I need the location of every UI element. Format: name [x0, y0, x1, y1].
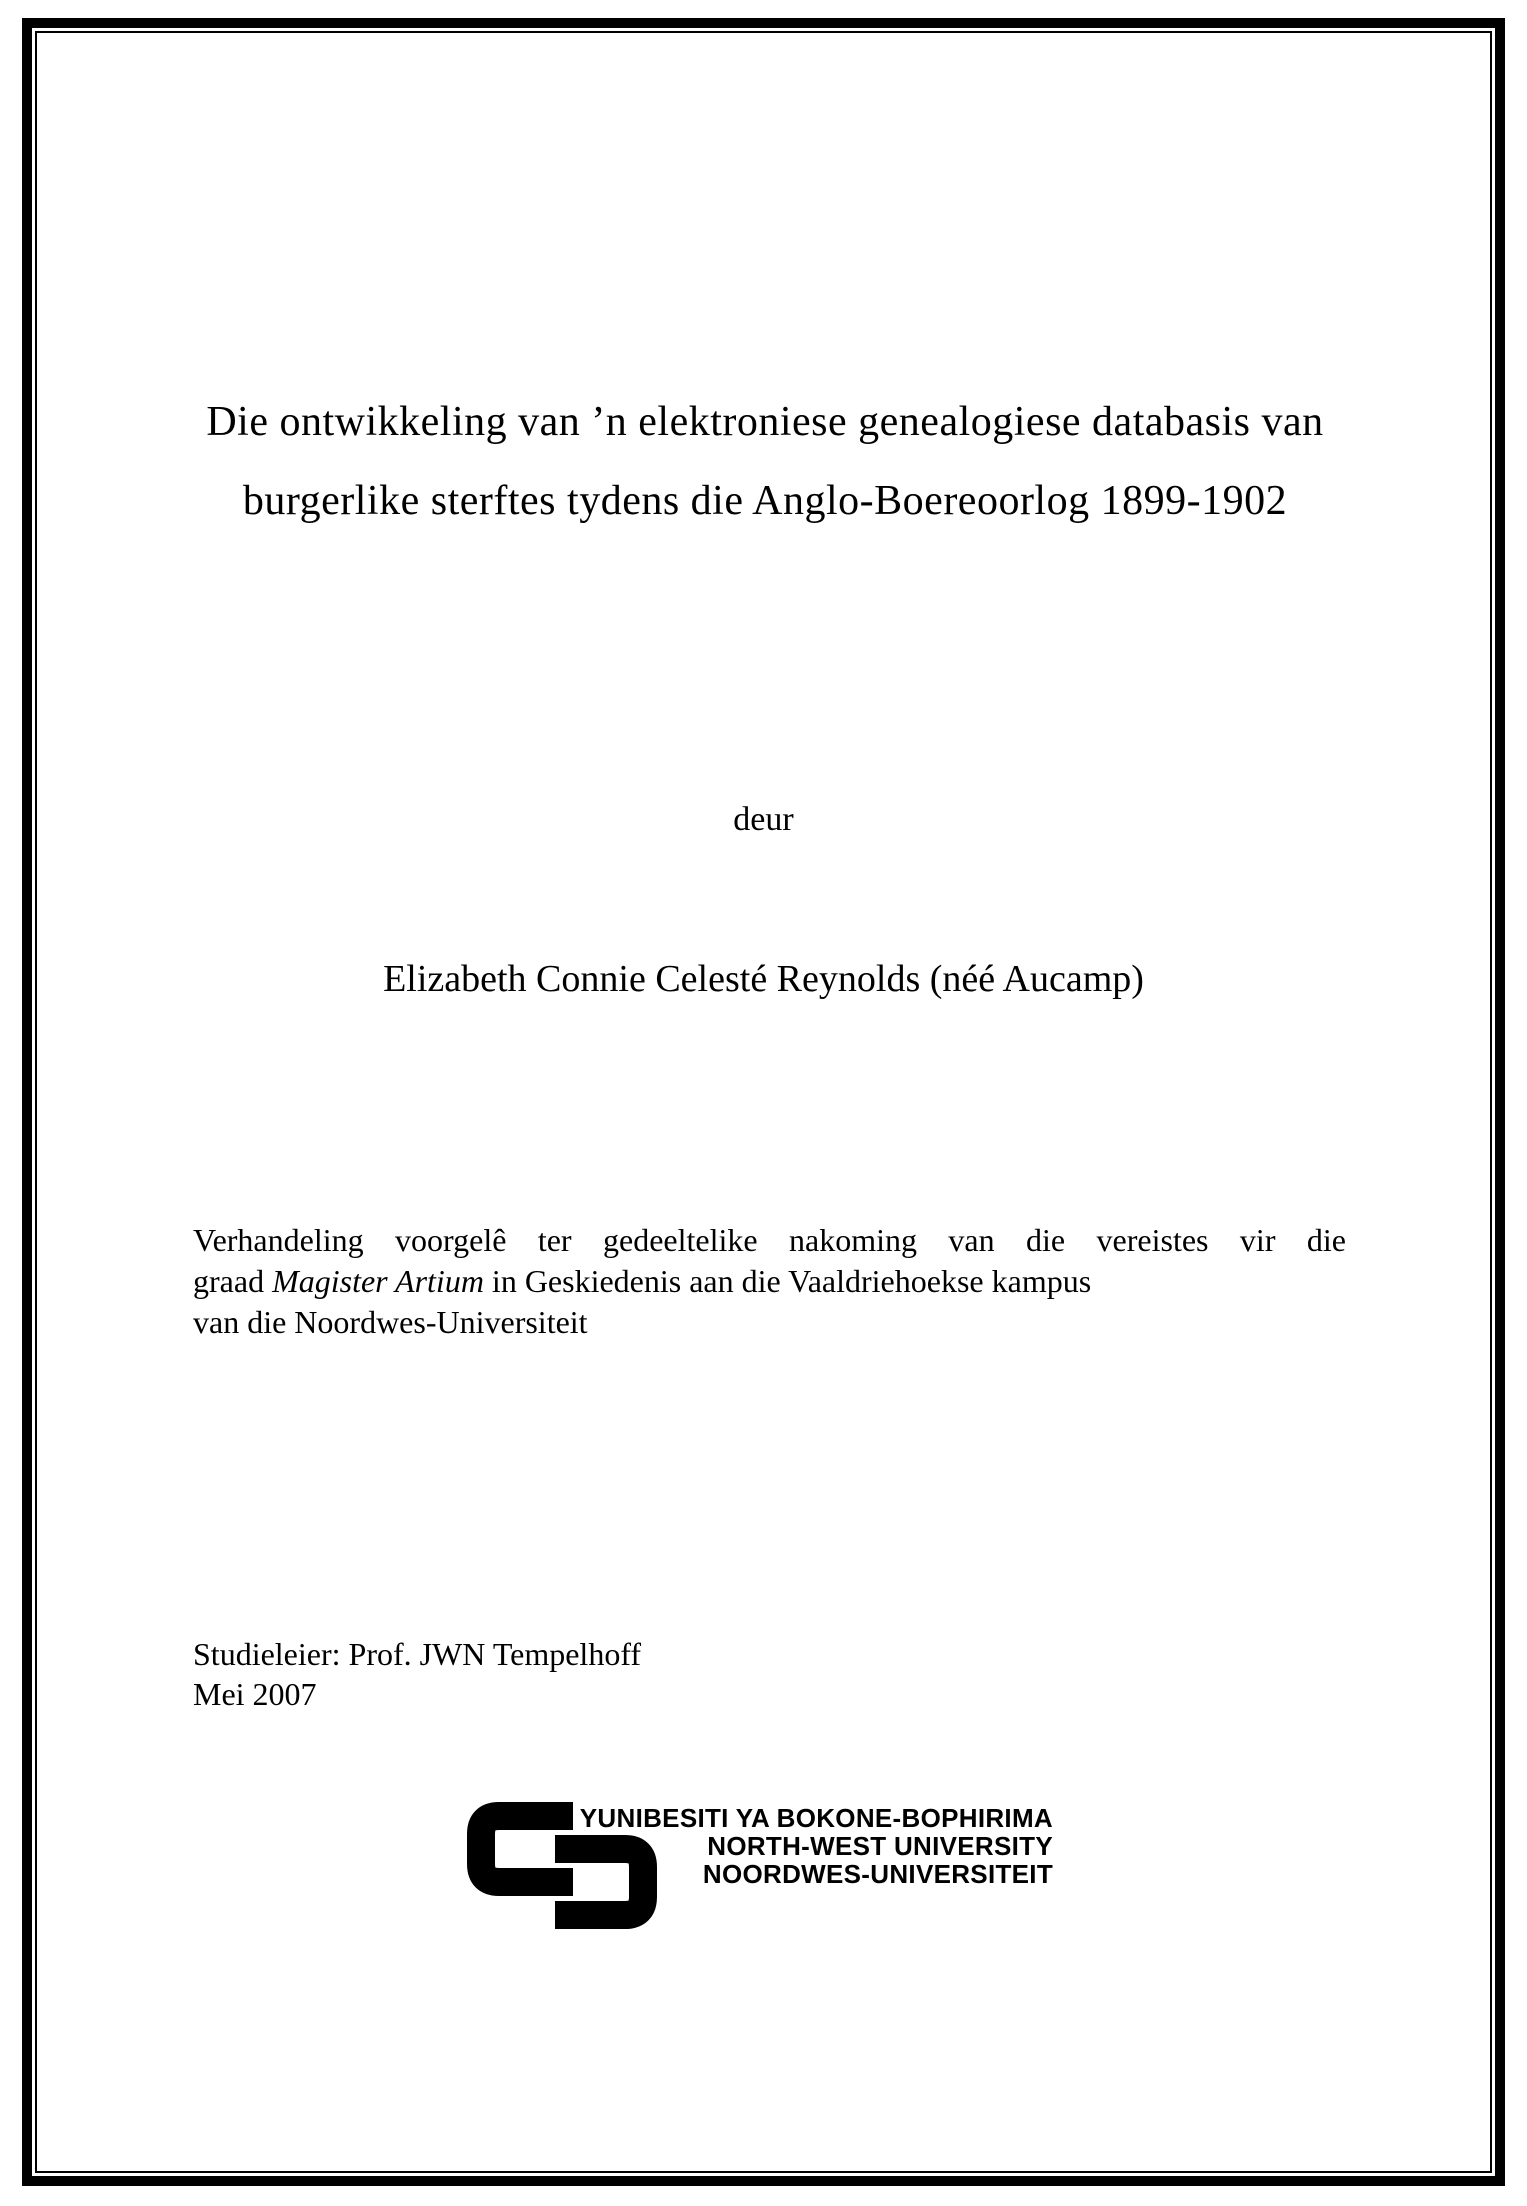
university-logo-text: [493, 1804, 1053, 1888]
title-line-1: Die ontwikkeling van ’n elektroniese genealogiese databasis van: [206, 399, 1324, 445]
declaration-line-2: [193, 1261, 1346, 1302]
author-name: Elizabeth Connie Celesté Reynolds (néé Aucamp): [383, 958, 1144, 1000]
university-name-afrikaans: NOORDWES-UNIVERSITEIT: [702, 1859, 1053, 1889]
declaration-line-2-post: in Geskiedenis aan die Vaaldriehoekse kampus: [483, 1263, 1092, 1299]
page-title: [110, 383, 1420, 541]
byline: deur: [733, 801, 794, 838]
supervisor-line: Studieleier: Prof. JWN Tempelhoff: [193, 1636, 642, 1672]
degree-declaration: [193, 1220, 1346, 1343]
declaration-degree-name: Magister Artium: [272, 1263, 484, 1299]
declaration-line-2-pre: graad: [193, 1263, 273, 1299]
title-line-2: burgerlike sterftes tydens die Anglo-Boereoorlog 1899-1902: [242, 478, 1288, 524]
supervisor-block: [193, 1634, 1093, 1714]
university-name-english: NORTH-WEST UNIVERSITY: [707, 1831, 1053, 1861]
university-name-setswana: YUNIBESITI YA BOKONE-BOPHIRIMA: [579, 1803, 1053, 1833]
declaration-line-3: van die Noordwes-Universiteit: [193, 1304, 588, 1340]
date-line: Mei 2007: [193, 1676, 317, 1712]
declaration-line-1: Verhandeling voorgelê ter gedeeltelike nakoming van die vereistes vir die: [193, 1222, 1346, 1258]
